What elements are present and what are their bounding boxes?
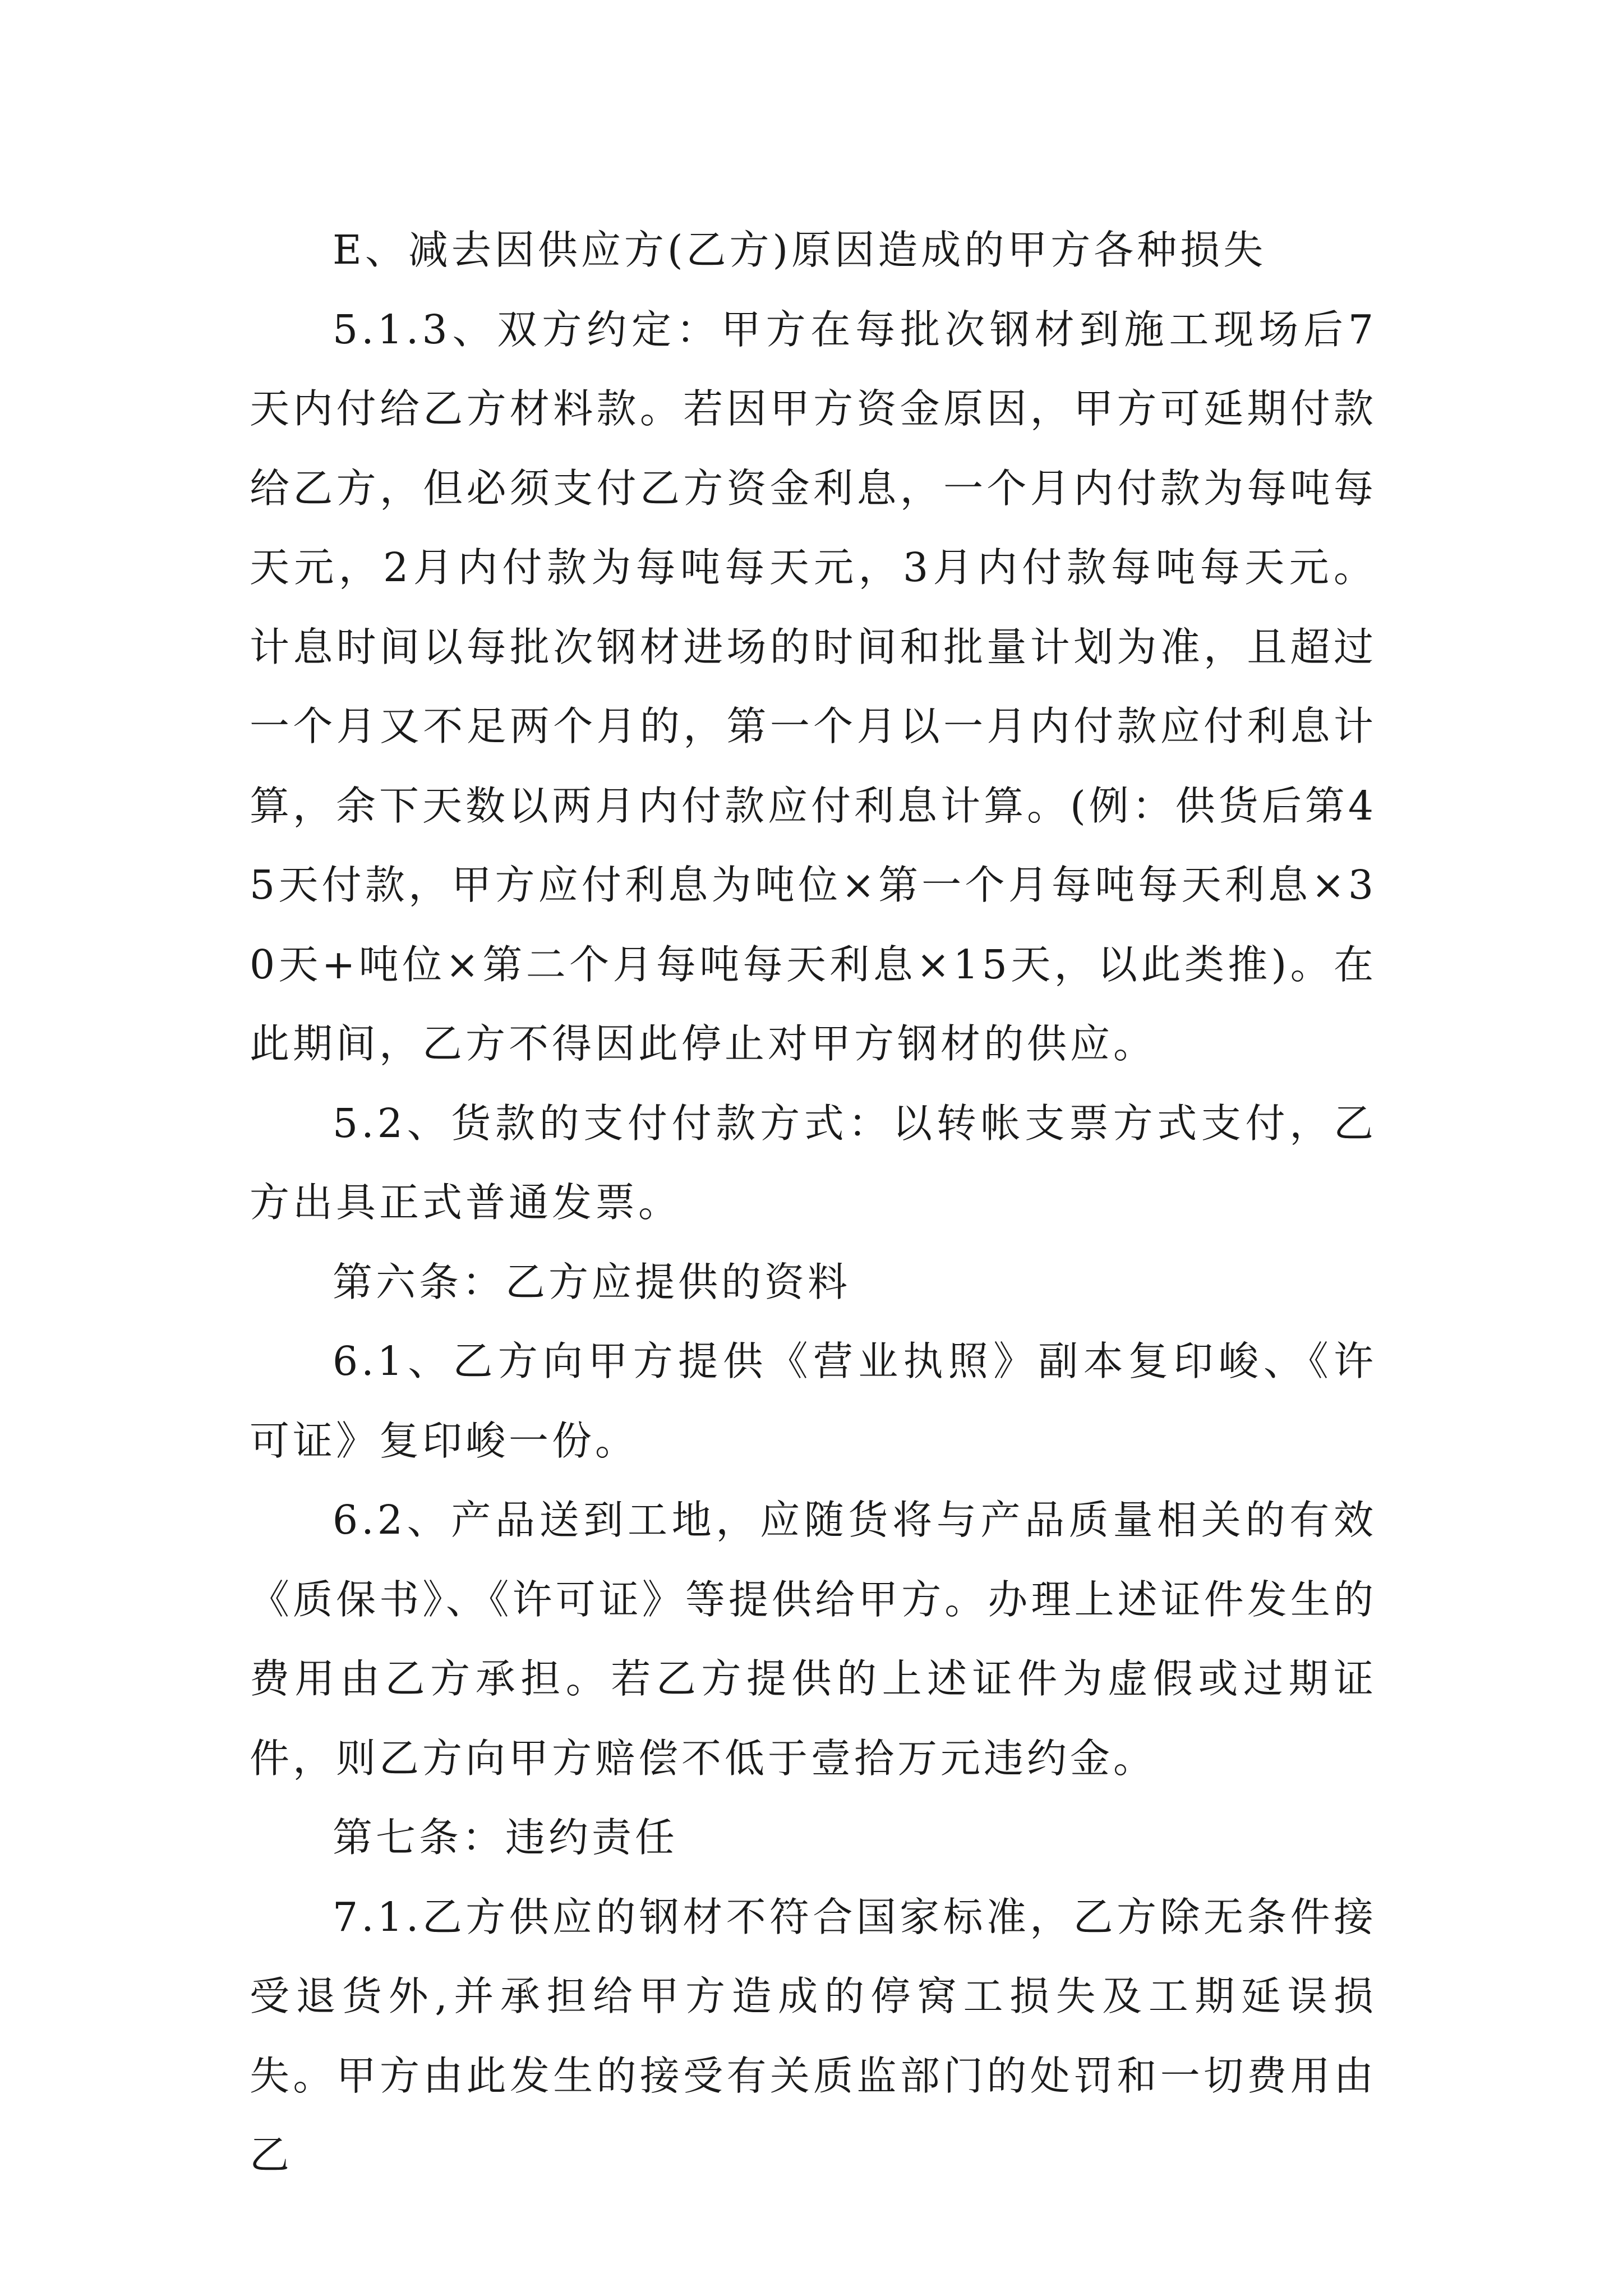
paragraph-clause-6-2: 6.2、产品送到工地，应随货将与产品质量相关的有效《质保书》、《许可证》等提供给甲方。办理上述证件发生的费用由乙方承担。若乙方提供的上述证件为虚假或过期证件，则乙方向甲方赔偿不低于壹拾万元违约金。: [250, 1497, 1377, 1782]
section-heading-article-7: 第七条：违约责任: [333, 1814, 679, 1861]
paragraph-item-e: E、减去因供应方(乙方)原因造成的甲方各种损失: [333, 227, 1267, 273]
paragraph-clause-5-1-3: 5.1.3、双方约定：甲方在每批次钢材到施工现场后7天内付给乙方材料款。若因甲方资金原因，甲方可延期付款给乙方，但必须支付乙方资金利息，一个月内付款为每吨每天元，2月内付款为每吨每天元，3月内付款每吨每天元。计息时间以每批次钢材进场的时间和批量计划为准，且超过一个月又不足两个月的，第一个月以一月内付款应付利息计算，余下天数以两月内付款应付利息计算。(例：供货后第45天付款，甲方应付利息为吨位×第一个月每吨每天利息×30天+吨位×第二个月每吨每天利息×15天，以此类推)。在此期间，乙方不得因此停止对甲方钢材的供应。: [250, 306, 1377, 1067]
paragraph-clause-7-1: 7.1.乙方供应的钢材不符合国家标准，乙方除无条件接受退货外,并承担给甲方造成的停窝工损失及工期延误损失。甲方由此发生的接受有关质监部门的处罚和一切费用由乙: [250, 1893, 1377, 2178]
document-body: [250, 210, 1377, 2195]
section-heading-article-6: 第六条：乙方应提供的资料: [333, 1258, 851, 1305]
paragraph-clause-5-2: 5.2、货款的支付付款方式：以转帐支票方式支付，乙方出具正式普通发票。: [250, 1099, 1377, 1226]
paragraph-clause-6-1: 6.1、乙方向甲方提供《营业执照》副本复印峻、《许可证》复印峻一份。: [250, 1338, 1377, 1464]
